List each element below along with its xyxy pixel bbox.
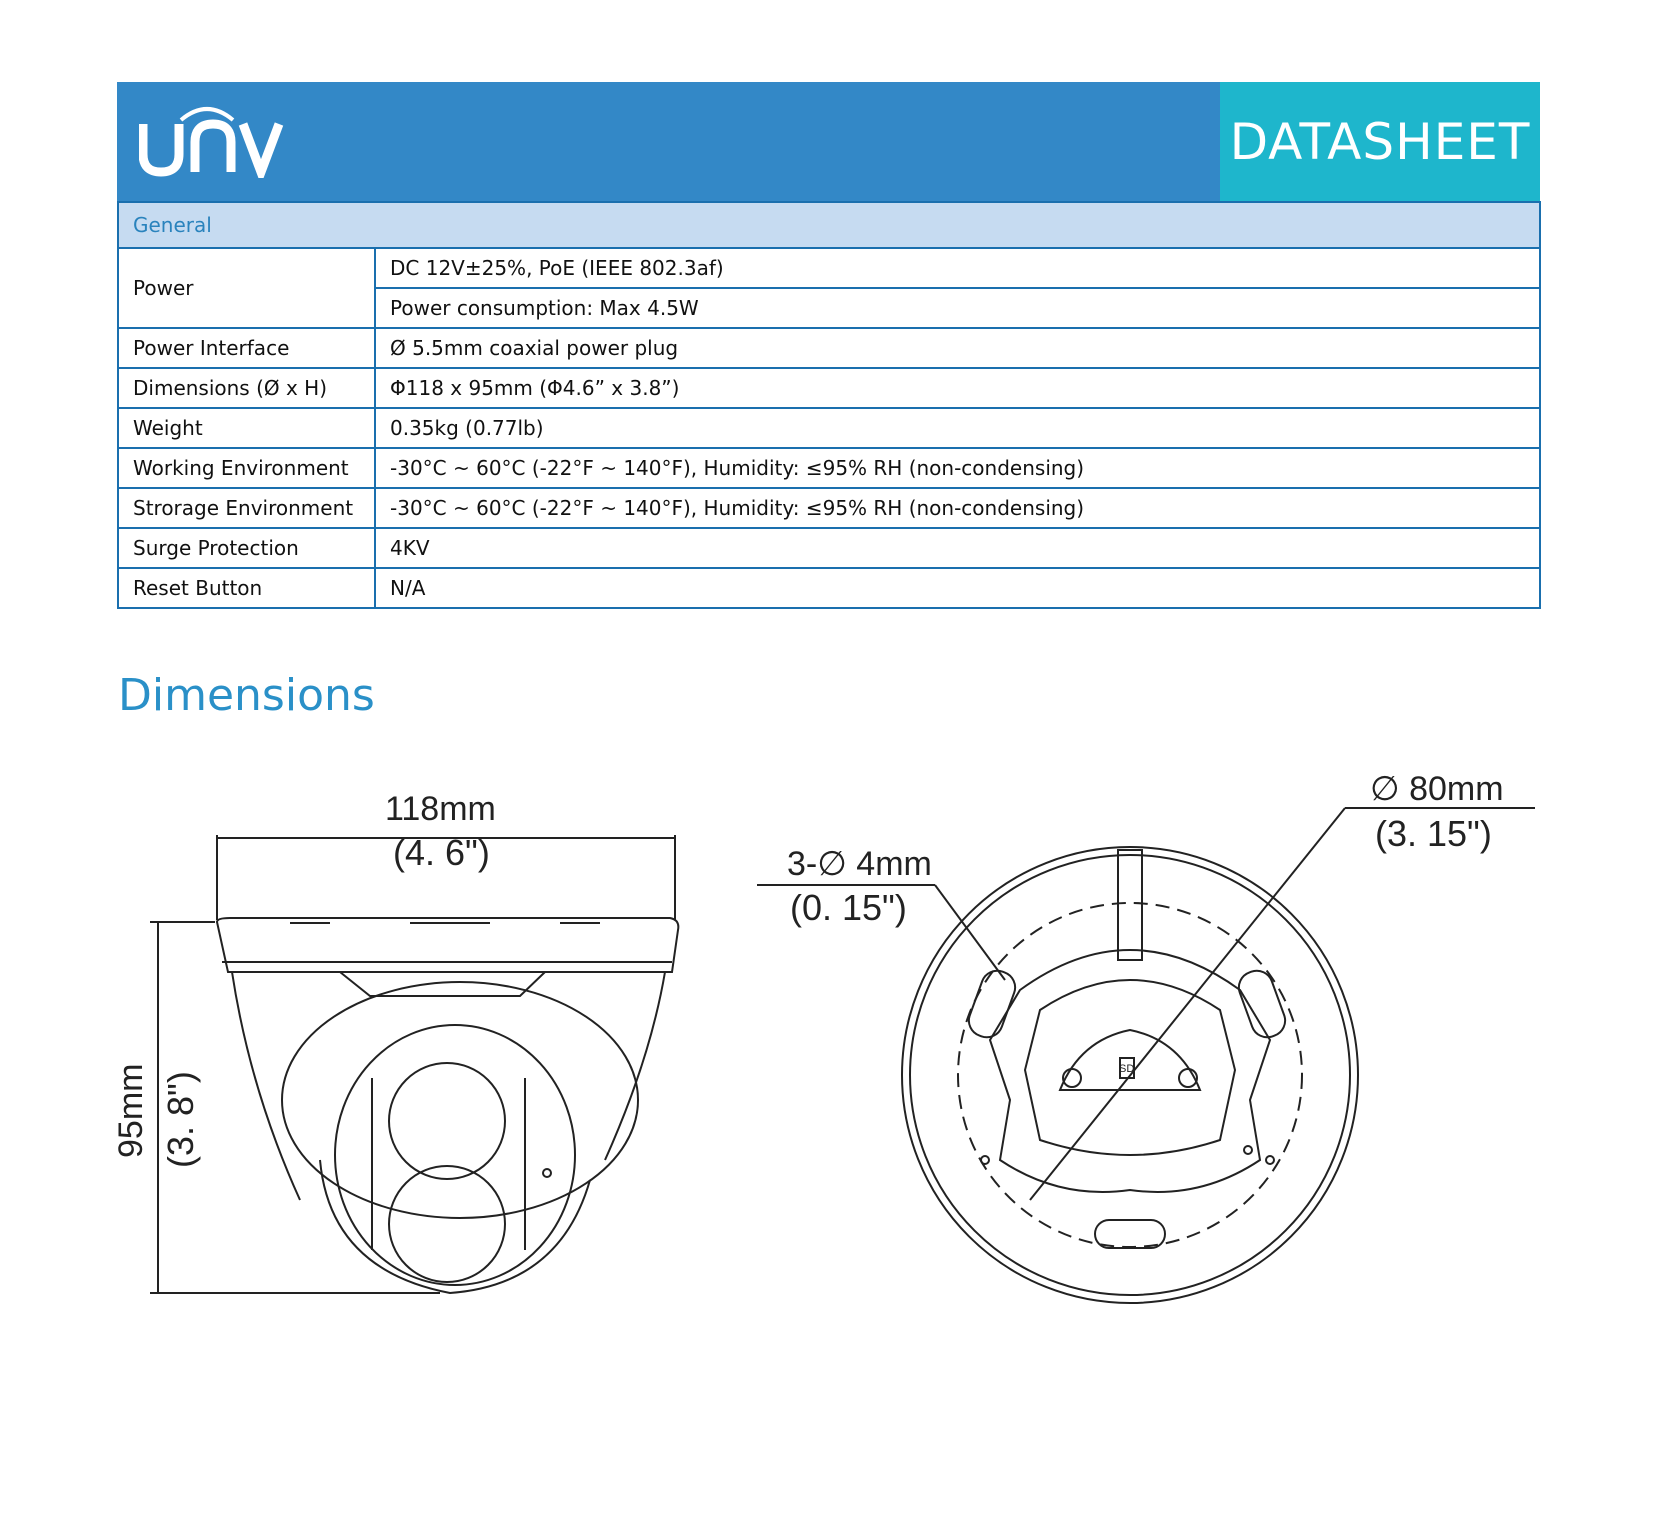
row-value: -30°C ~ 60°C (-22°F ~ 140°F), Humidity: ≤95% RH (non-condensing)	[375, 448, 1540, 488]
datasheet-title: DATASHEET	[1229, 112, 1531, 171]
row-value: 4KV	[375, 528, 1540, 568]
mount-slot-bottom	[1095, 1220, 1165, 1248]
table-row	[118, 528, 1540, 568]
hole-in: (0. 15")	[790, 887, 907, 928]
table-row	[118, 368, 1540, 408]
row-value: Ø 5.5mm coaxial power plug	[375, 328, 1540, 368]
hole-mm: 3-∅ 4mm	[787, 845, 932, 883]
general-spec-table	[117, 201, 1541, 609]
diameter-in: (3. 15")	[1375, 813, 1492, 854]
camera-ball	[282, 982, 638, 1218]
power-value-1: DC 12V±25%, PoE (IEEE 802.3af)	[375, 248, 1540, 288]
table-row	[118, 488, 1540, 528]
sd-label: SD	[1119, 1063, 1135, 1075]
lens-bottom	[389, 1166, 505, 1282]
table-row	[118, 248, 1540, 288]
diameter-leader	[1030, 808, 1345, 1200]
unv-logo	[139, 118, 289, 189]
height-in: (3. 8")	[160, 1071, 201, 1168]
row-label: Strorage Environment	[118, 488, 375, 528]
width-in: (4. 6")	[393, 832, 490, 873]
power-label: Power	[118, 248, 375, 328]
section-general: General	[118, 202, 1540, 248]
table-row	[118, 568, 1540, 608]
table-row	[118, 328, 1540, 368]
row-label: Weight	[118, 408, 375, 448]
row-label: Reset Button	[118, 568, 375, 608]
datasheet-badge	[1220, 82, 1540, 201]
power-value-2: Power consumption: Max 4.5W	[375, 288, 1540, 328]
cable-channel	[1118, 850, 1142, 960]
diameter-mm: ∅ 80mm	[1370, 770, 1504, 808]
row-label: Dimensions (Ø x H)	[118, 368, 375, 408]
row-value: Φ118 x 95mm (Φ4.6” x 3.8”)	[375, 368, 1540, 408]
logo-area	[117, 82, 1220, 201]
dimension-drawing	[0, 740, 1654, 1340]
mount-slot-right	[1234, 966, 1289, 1042]
datasheet-header	[117, 82, 1540, 201]
camera-housing	[232, 972, 300, 1200]
row-label: Surge Protection	[118, 528, 375, 568]
unv-logo-mark	[139, 118, 289, 178]
lens-top	[389, 1063, 505, 1179]
dimensions-heading: Dimensions	[118, 670, 375, 721]
table-row	[118, 408, 1540, 448]
hole-leader	[935, 885, 1005, 980]
table-section-row	[118, 202, 1540, 248]
row-value: N/A	[375, 568, 1540, 608]
row-value: 0.35kg (0.77lb)	[375, 408, 1540, 448]
width-mm: 118mm	[385, 790, 496, 828]
row-label: Working Environment	[118, 448, 375, 488]
camera-base	[217, 918, 678, 972]
height-mm: 95mm	[112, 1063, 150, 1158]
table-row	[118, 448, 1540, 488]
row-value: -30°C ~ 60°C (-22°F ~ 140°F), Humidity: ≤95% RH (non-condensing)	[375, 488, 1540, 528]
row-label: Power Interface	[118, 328, 375, 368]
